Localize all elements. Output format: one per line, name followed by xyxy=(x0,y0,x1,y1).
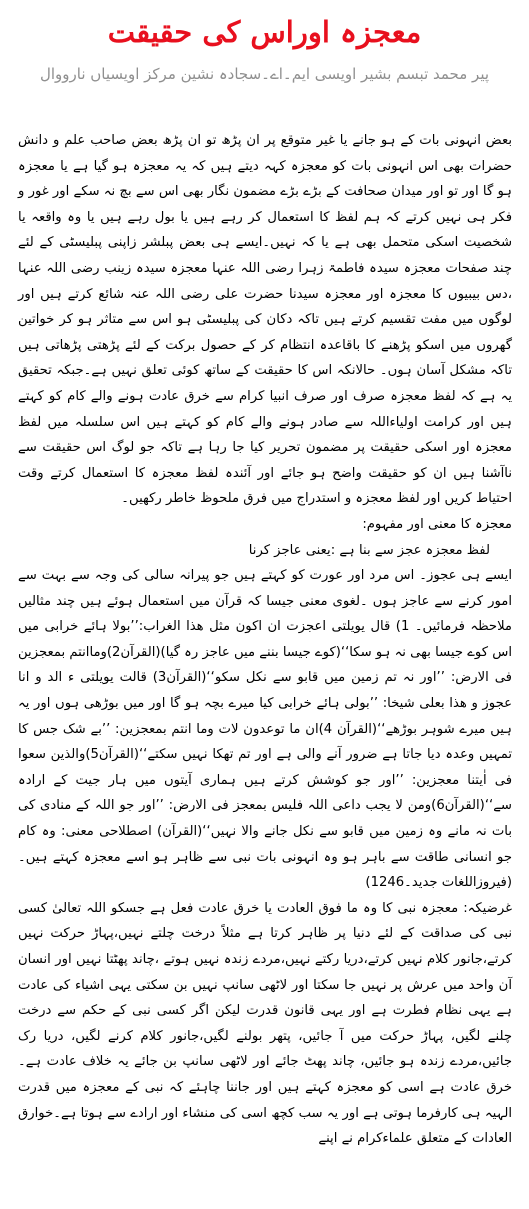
examples-paragraph: ایسے ہی عجوز۔ اس مرد اور عورت کو کہتے ہیں جو پیرانہ سالی کی وجہ سے بہت سے امور کرنے سے عاجز ہوں ۔لغوی معنی جیسا کہ قرآن میں استعمال ہوئے ہیں چند مثالیں ملاحظہ فرمائیں۔ 1) قال یویلتی اعجزت ان اکون مثل ھذا الغراب:’’بولا ہائے خرابی میں اس کوے جیسا بھی نہ ہو سکا‘‘(کوے جیسا بننے میں عاجز رہ گیا)(القرآن2)وماانتم بمعجزین فی الارض: ’’اور نہ تم زمین میں قابو سے نکل سکو‘‘(القرآن3) قالت یویلتی ء الد و انا عجوز و ھذا بعلی شیخا: ’’بولی ہائے خرابی کیا میرے بچہ ہو گا اور میں بوڑھی ہوں اور یہ ہیں میرے شوہر بوڑھے‘‘(القرآن 4)ان ما توعدون لات وما انتم بمعجزین: ’’بے شک جس کا تمہیں وعدہ دیا جاتا ہے ضرور آنے والی ہے اور تم تھکا نہیں سکتے‘‘(القرآن5)والذین سعوا فی اٰیتنا معجزین: ’’اور جو کوشش کرتے ہیں ہماری آیتوں میں ہار جیت کے ارادہ سے‘‘(القرآن6)ومن لا یجب داعی اللہ فلیس بمعجز فی الارض: ’’اور جو اللہ کے منادی کی بات نہ مانے وہ زمین میں قابو سے نکل جانے والا نہیں‘‘(القرآن) اصطلاحی معنی: وہ کام جو انسانی طاقت سے باہر ہو وہ انہونی بات نبی سے ظاہر ہو اسے معجزہ کہتے ہیں۔(فیروزاللغات جدید۔1246) xyxy=(18,568,513,891)
summary-paragraph: غرضیکہ: معجزہ نبی کا وہ ما فوق العادت یا خرق عادت فعل ہے جسکو اللہ تعالیٰ کسی نبی کی صداقت کے لئے دنیا پر ظاہر کرتا ہے مثلاً درخت چلتے نہیں،پہاڑ حرکت نہیں کرتے،جانور کلام نہیں کرتے،دریا رکتے نہیں،مردے زندہ نہیں ہوتے ،چاند پھٹتا نہیں اور انسان آن واحد میں عرش پر نہیں جا سکتا اور لاٹھی سانپ نہیں بن سکتی یہی اشیاء کی عادت ہے یہی نظام فطرت ہے اور یہی قانون قدرت لیکن اگر کسی نبی کے حکم سے درخت چلنے لگیں، پہاڑ حرکت میں آ جائیں، پتھر بولنے لگیں،جانور کلام کرنے لگیں، دریا رک جائیں،مردے زندہ ہو جائیں، چاند پھٹ جائے اور لاٹھی سانپ بن جائے یہ خلاف عادت ہے۔خرق عادت ہے اسی کو معجزہ کہتے ہیں اور جاننا چاہئے کہ نبی کے معجزہ میں قدرت الہیہ ہی کارفرما ہوتی ہے اور یہ سب کچھ اسی کی منشاء اور ارادے سے ہوتا ہے۔خوارق العادات کے متعلق علماءکرام نے اپنے xyxy=(18,900,512,1147)
intro-paragraph: بعض انہونی بات کے ہو جانے یا غیر متوقع پر ان پڑھ تو ان پڑھ بعض صاحب علم و دانش حضرات بھی اس انہونی بات کو معجزہ کہہ دیتے ہیں کہ یہ معجزہ ہو گیا ہے یا معجزہ ہو گا اور تو اور میدان صحافت کے بڑے بڑے مضمون نگار بھی اس سے بچ نہ سکے اور غور و فکر ہی نہیں کرتے کہ ہم لفظ کا استعمال کر رہے ہیں یا بول رہے ہیں یا وہ واقعہ یا شخصیت اسکی متحمل بھی ہے یا کہ نہیں۔ایسے ہی بعض پبلشر زاپنی پبلیسٹی کے لئے چند صفحات معجزہ سیدہ فاطمۃ زہرا رضی اللہ عنہا معجزہ سیدہ زینب رضی اللہ عنہا ،دس بیبیوں کا معجزہ اور معجزہ سیدنا حضرت علی رضی اللہ عنہ شائع کرتے ہیں اور لوگوں میں مفت تقسیم کرتے ہیں تاکہ دکان کی پبلیسٹی ہو اس سے متاثر ہو کر خواتین گھروں میں اسکو پڑھنے کا باقاعدہ انتظام کر کے حصول برکت کے لئے پڑھتی پڑھاتی ہیں تاکہ مشکل آسان ہوں۔ حالانکہ اس کا حقیقت کے ساتھ کوئی تعلق نہیں ہے۔جبکہ تحقیق یہ ہے کہ لفظ معجزہ صرف اور صرف انبیا کرام سے خرق عادت ہونے والے کام کو کہتے ہیں اور کرامت اولیاءاللہ سے صادر ہونے والے کام کو کہتے ہیں اس سلسلہ میں لفظ معجزہ اور اسکی حقیقت پر مضمون تحریر کیا جا رہا ہے تاکہ جو لوگ اس حقیقت سے ناآشنا ہیں ان کو حقیقت واضح ہو جائے اور آئندہ لفظ معجزہ کا استعمال کرتے وقت احتیاط کریں اور لفظ معجزہ و استدراج میں فرق ملحوظ خاطر رکھیں۔ xyxy=(18,133,512,507)
article-body xyxy=(18,128,512,1152)
definition-line: لفظ معجزہ عجز سے بنا ہے :یعنی عاجز کرنا xyxy=(248,542,490,558)
author-byline: پیر محمد تبسم بشیر اویسی ایم۔اے۔سجادہ نشین مرکز اویسیاں نارووال xyxy=(39,65,490,83)
article-title: معجزہ اوراس کی حقیقت xyxy=(107,15,422,49)
section-heading: معجزہ کا معنی اور مفہوم: xyxy=(362,516,512,532)
